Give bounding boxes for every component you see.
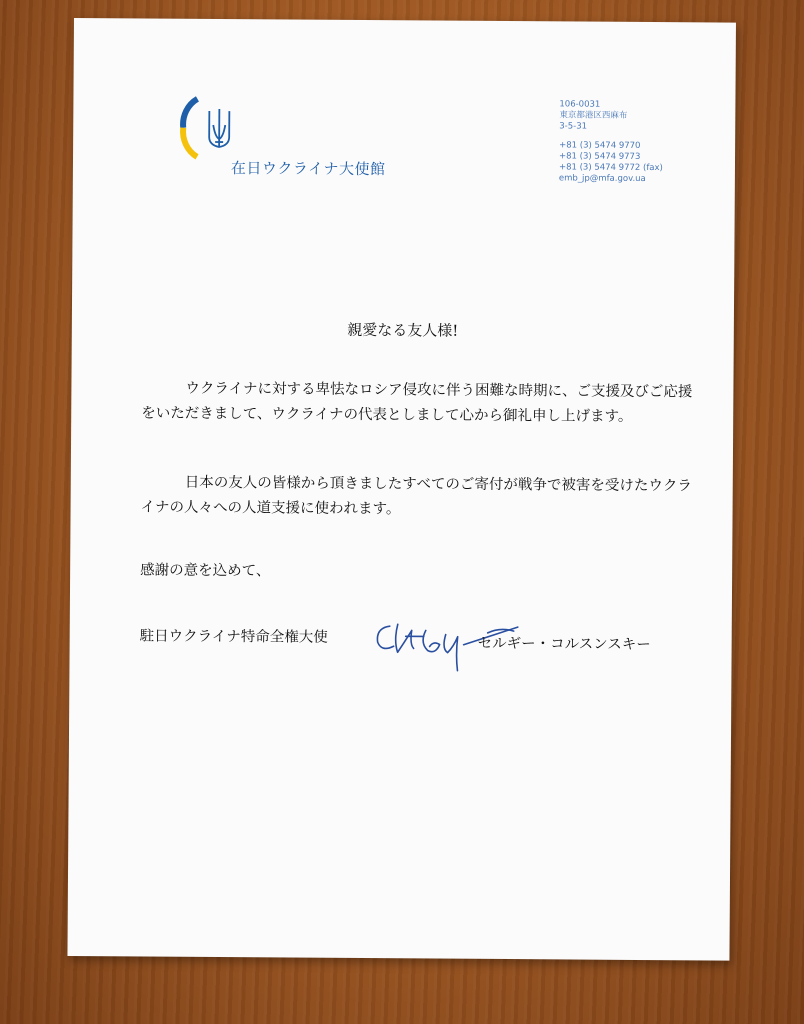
embassy-logo-icon [179,95,239,161]
phone-number: +81 (3) 5474 9773 [559,151,641,162]
address-block [559,99,664,185]
trident-icon [209,109,229,147]
letter-greeting: 親愛なる友人様! [347,320,459,340]
fax-number: +81 (3) 5474 9772 (fax) [558,162,663,174]
letter-paragraph: ウクライナに対する卑怯なロシア侵攻に伴う困難な時期に、ご支援及びご応援をいただきまして、ウクライナの代表としまして心から御礼申し上げます。 [141,380,693,425]
letter-closing: 感謝の意を込めて、 [140,562,271,580]
address-line: 3-5-31 [559,121,588,132]
signer-title: 駐日ウクライナ特命全権大使 [139,628,328,646]
postal-code: 106-0031 [559,99,601,110]
embassy-name: 在日ウクライナ大使館 [230,159,386,179]
signer-name: セルギー・コルスンスキー [477,635,651,654]
letter-paragraph: 日本の友人の皆様から頂きましたすべてのご寄付が戦争で被害を受けたウクライナの人々への人道支援に使われます。 [140,474,693,518]
phone-number: +81 (3) 5474 9770 [559,140,641,151]
email-address: emb_jp@mfa.gov.ua [558,173,646,184]
address-line: 東京都港区西麻布 [559,110,628,121]
letter-sheet [67,18,736,961]
